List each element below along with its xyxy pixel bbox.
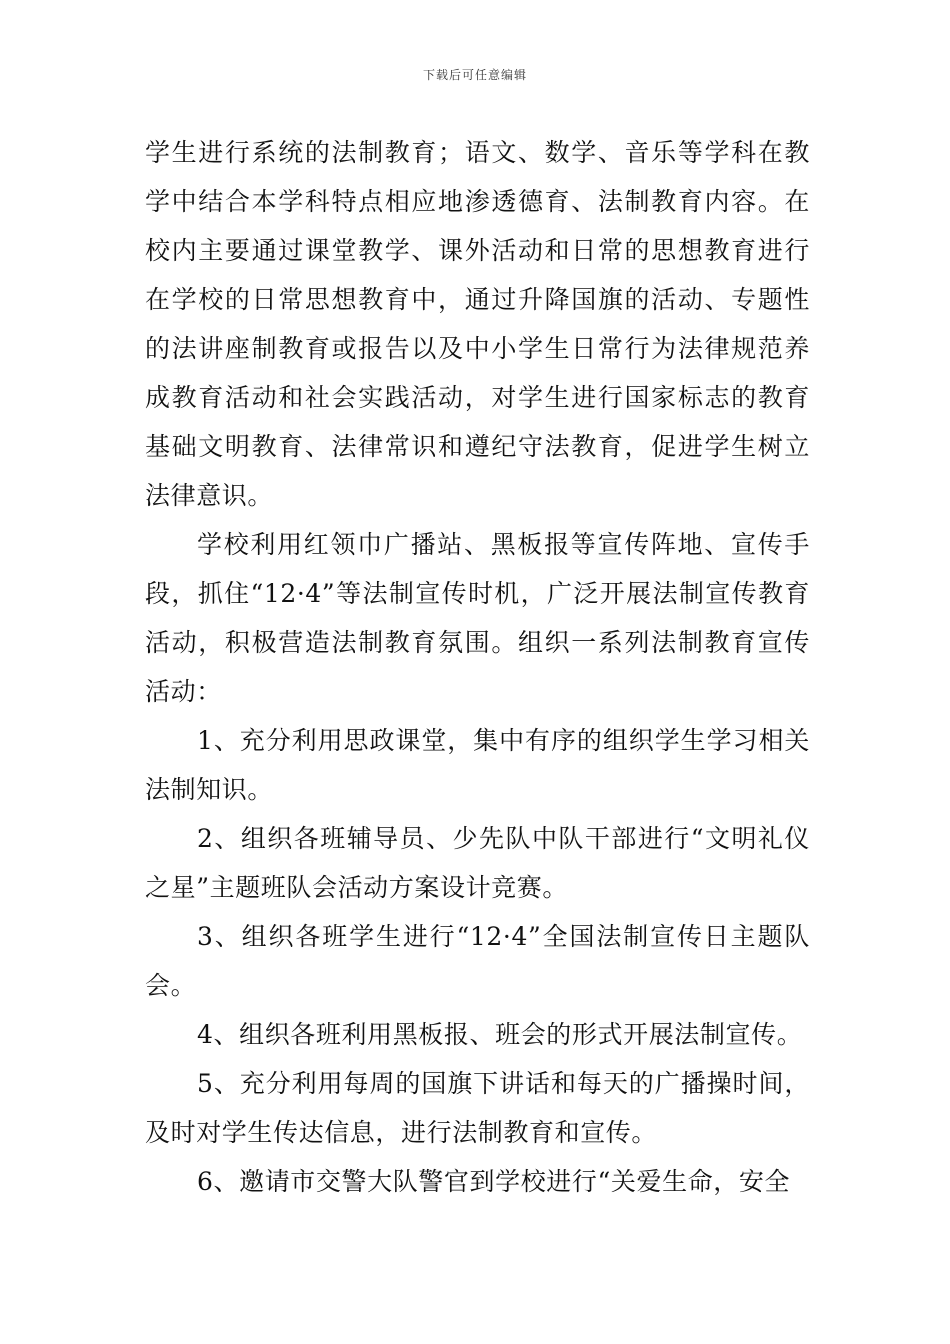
list-item-3: 3、组织各班学生进行“12·4”全国法制宣传日主题队会。 [145,922,810,1000]
list-item-5: 5、充分利用每周的国旗下讲话和每天的广播操时间，及时对学生传达信息，进行法制教育和宣传。 [145,1069,810,1147]
list-item-2: 2、组织各班辅导员、少先队中队干部进行“文明礼仪之星”主题班队会活动方案设计竞赛。 [145,824,810,902]
paragraph-intro: 学生进行系统的法制教育；语文、数学、音乐等学科在教学中结合本学科特点相应地渗透德育、法制教育内容。在校内主要通过课堂教学、课外活动和日常的思想教育进行在学校的日常思想教育中，通过升降国旗的活动、专题性的法讲座制教育或报告以及中小学生日常行为法律规范养成教育活动和社会实践活动，对学生进行国家标志的教育基础文明教育、法律常识和遵纪守法教育，促进学生树立法律意识。 [145,138,810,510]
list-item-1: 1、充分利用思政课堂，集中有序的组织学生学习相关法制知识。 [145,726,810,804]
document-body [145,128,810,1206]
paragraph-publicity: 学校利用红领巾广播站、黑板报等宣传阵地、宣传手段，抓住“12·4”等法制宣传时机，广泛开展法制宣传教育活动，积极营造法制教育氛围。组织一系列法制教育宣传活动： [145,530,810,706]
list-item-6: 6、邀请市交警大队警官到学校进行“关爱生命，安全 [197,1167,791,1196]
list-item-4: 4、组织各班利用黑板报、班会的形式开展法制宣传。 [197,1020,803,1049]
page-header: 下载后可任意编辑 [422,68,527,82]
